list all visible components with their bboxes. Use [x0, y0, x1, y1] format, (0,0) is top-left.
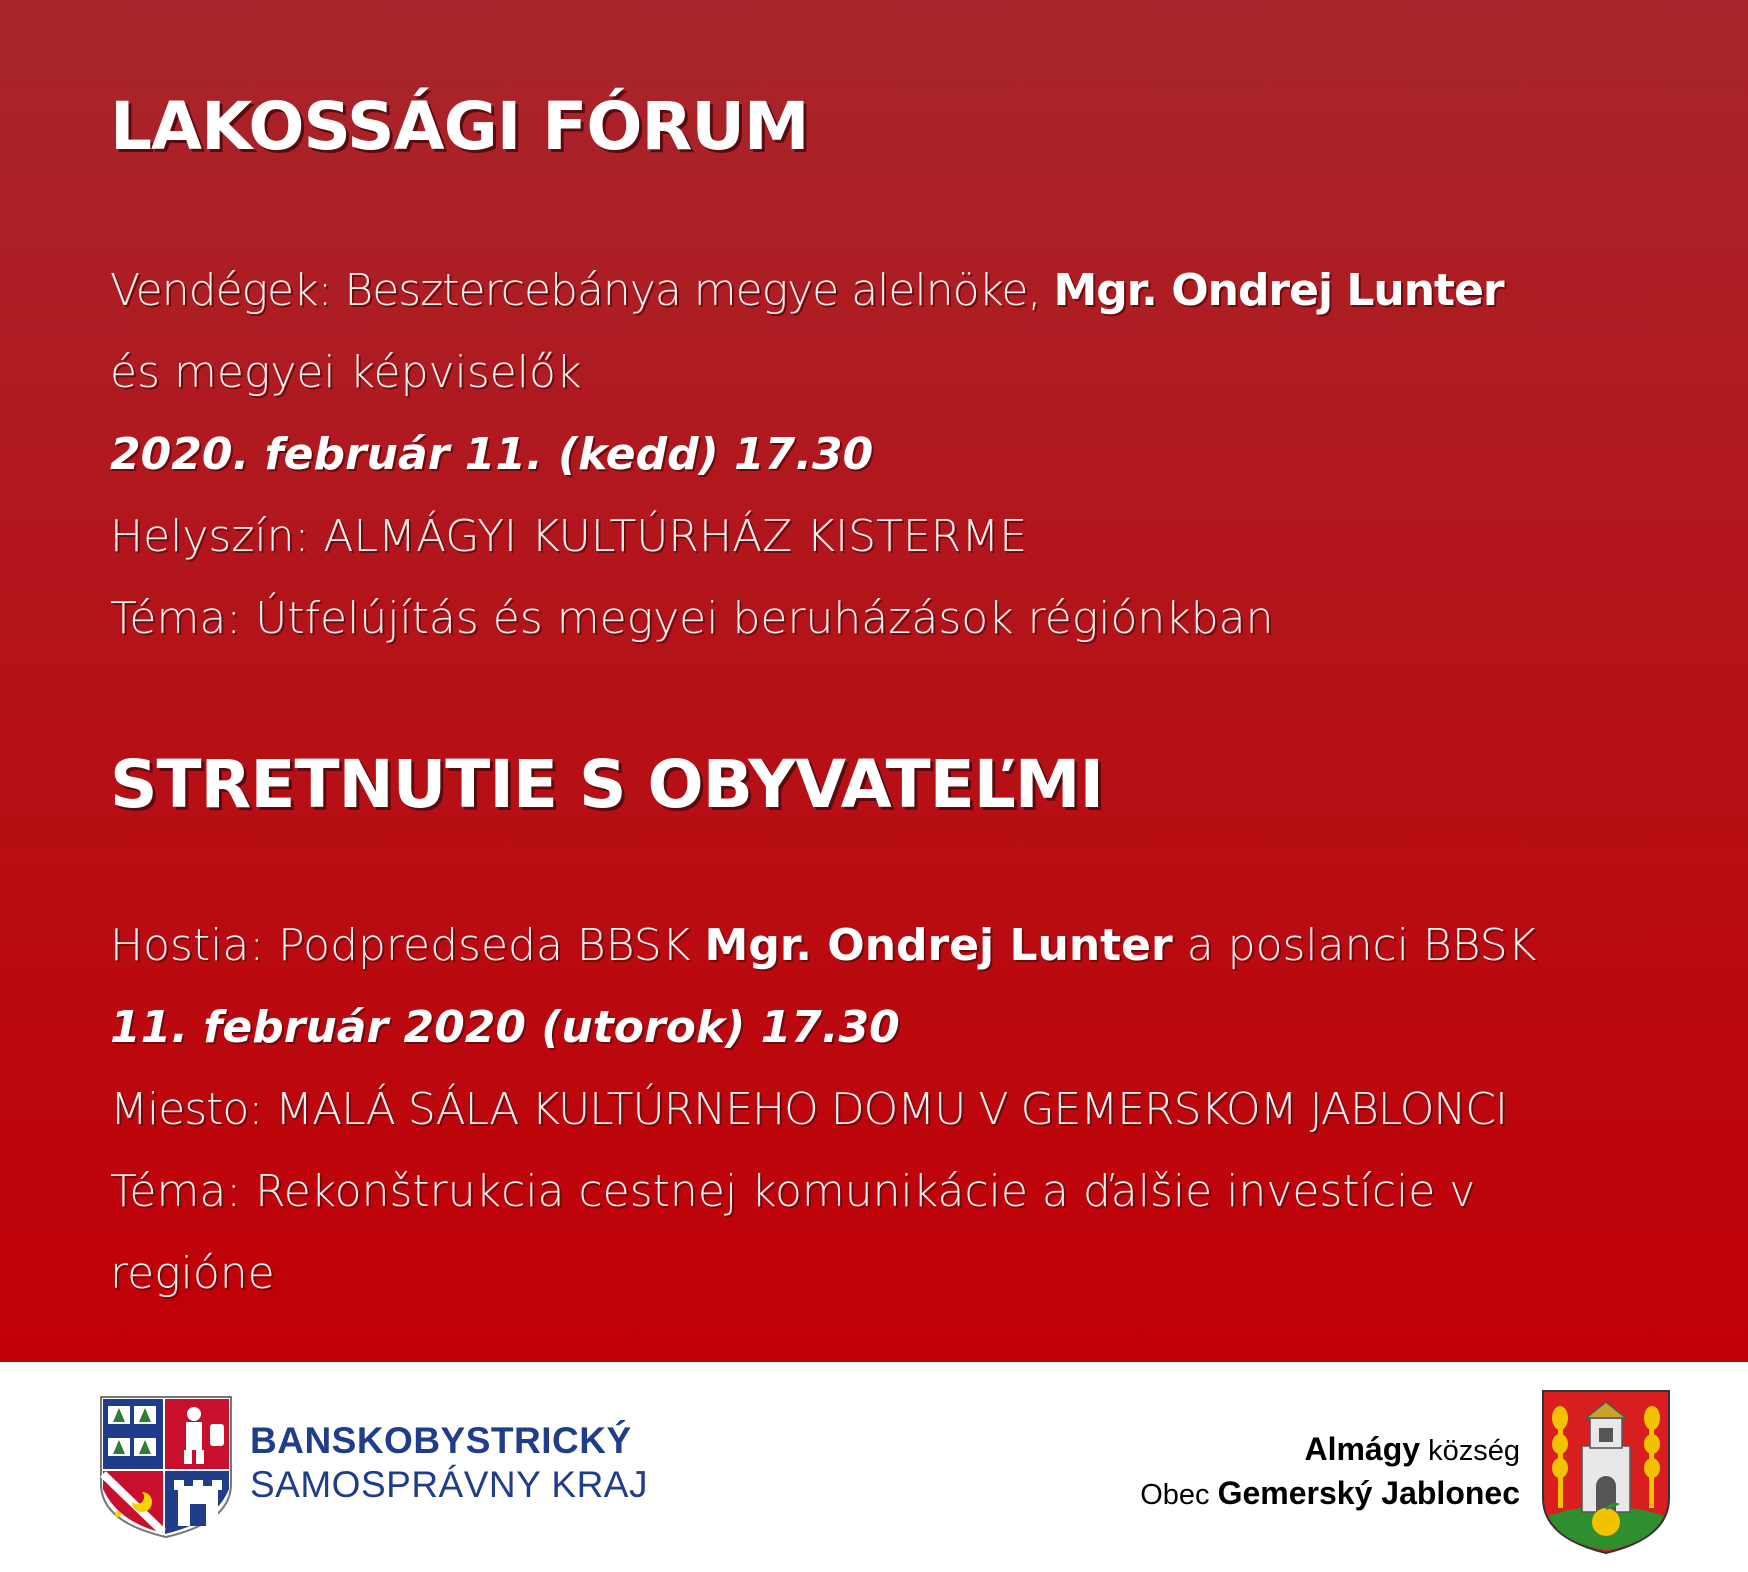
- hungarian-venue: Helyszín: ALMÁGYI KULTÚRHÁZ KISTERME: [110, 511, 1028, 562]
- section-slovak: [110, 740, 1708, 1315]
- village-name-hungarian: [1140, 1428, 1520, 1472]
- hungarian-guest-name: Mgr. Ondrej Lunter: [1053, 265, 1504, 316]
- slovak-guests-line: [110, 905, 1708, 987]
- slovak-topic-line2: regióne: [110, 1248, 275, 1299]
- village-hu-name: Almágy: [1304, 1431, 1421, 1467]
- slovak-guests-suffix: a poslanci BBSK: [1172, 920, 1537, 971]
- village-hu-word: község: [1420, 1435, 1520, 1467]
- hungarian-guests-suffix: és megyei képviselők: [110, 347, 582, 398]
- slovak-topic-line1: Téma: Rekonštrukcia cestnej komunikácie a ďalšie investície v: [110, 1166, 1476, 1217]
- bbsk-coat-of-arms-icon: [98, 1394, 234, 1540]
- hungarian-date: 2020. február 11. (kedd) 17.30: [110, 429, 874, 480]
- bbsk-name-line2: SAMOSPRÁVNY KRAJ: [250, 1464, 648, 1505]
- village-coat-of-arms-icon: [1540, 1388, 1672, 1556]
- slovak-guests-prefix: Hostia: Podpredseda BBSK: [110, 920, 705, 971]
- village-name-slovak: [1140, 1472, 1520, 1516]
- hungarian-guests-line: [110, 250, 1708, 332]
- hungarian-topic: Téma: Útfelújítás és megyei beruházások régiónkban: [110, 593, 1274, 644]
- bbsk-name: [250, 1419, 648, 1507]
- village-sk-name: Gemerský Jablonec: [1217, 1475, 1520, 1511]
- slovak-date: 11. február 2020 (utorok) 17.30: [110, 1002, 900, 1053]
- bbsk-name-line1: BANSKOBYSTRICKÝ: [250, 1420, 632, 1461]
- slovak-title: STRETNUTIE S OBYVATEĽMI: [110, 746, 1104, 823]
- village-sk-word: Obec: [1140, 1479, 1218, 1511]
- hungarian-guests-prefix: Vendégek: Besztercebánya megye alelnöke,: [110, 265, 1054, 316]
- slovak-venue: Miesto: MALÁ SÁLA KULTÚRNEHO DOMU V GEMERSKOM JABLONCI: [110, 1084, 1507, 1135]
- village-name: [1140, 1428, 1520, 1516]
- section-hungarian: [110, 82, 1708, 660]
- slovak-guest-name: Mgr. Ondrej Lunter: [704, 920, 1173, 971]
- footer: [0, 1362, 1748, 1572]
- hungarian-title: LAKOSSÁGI FÓRUM: [110, 88, 809, 165]
